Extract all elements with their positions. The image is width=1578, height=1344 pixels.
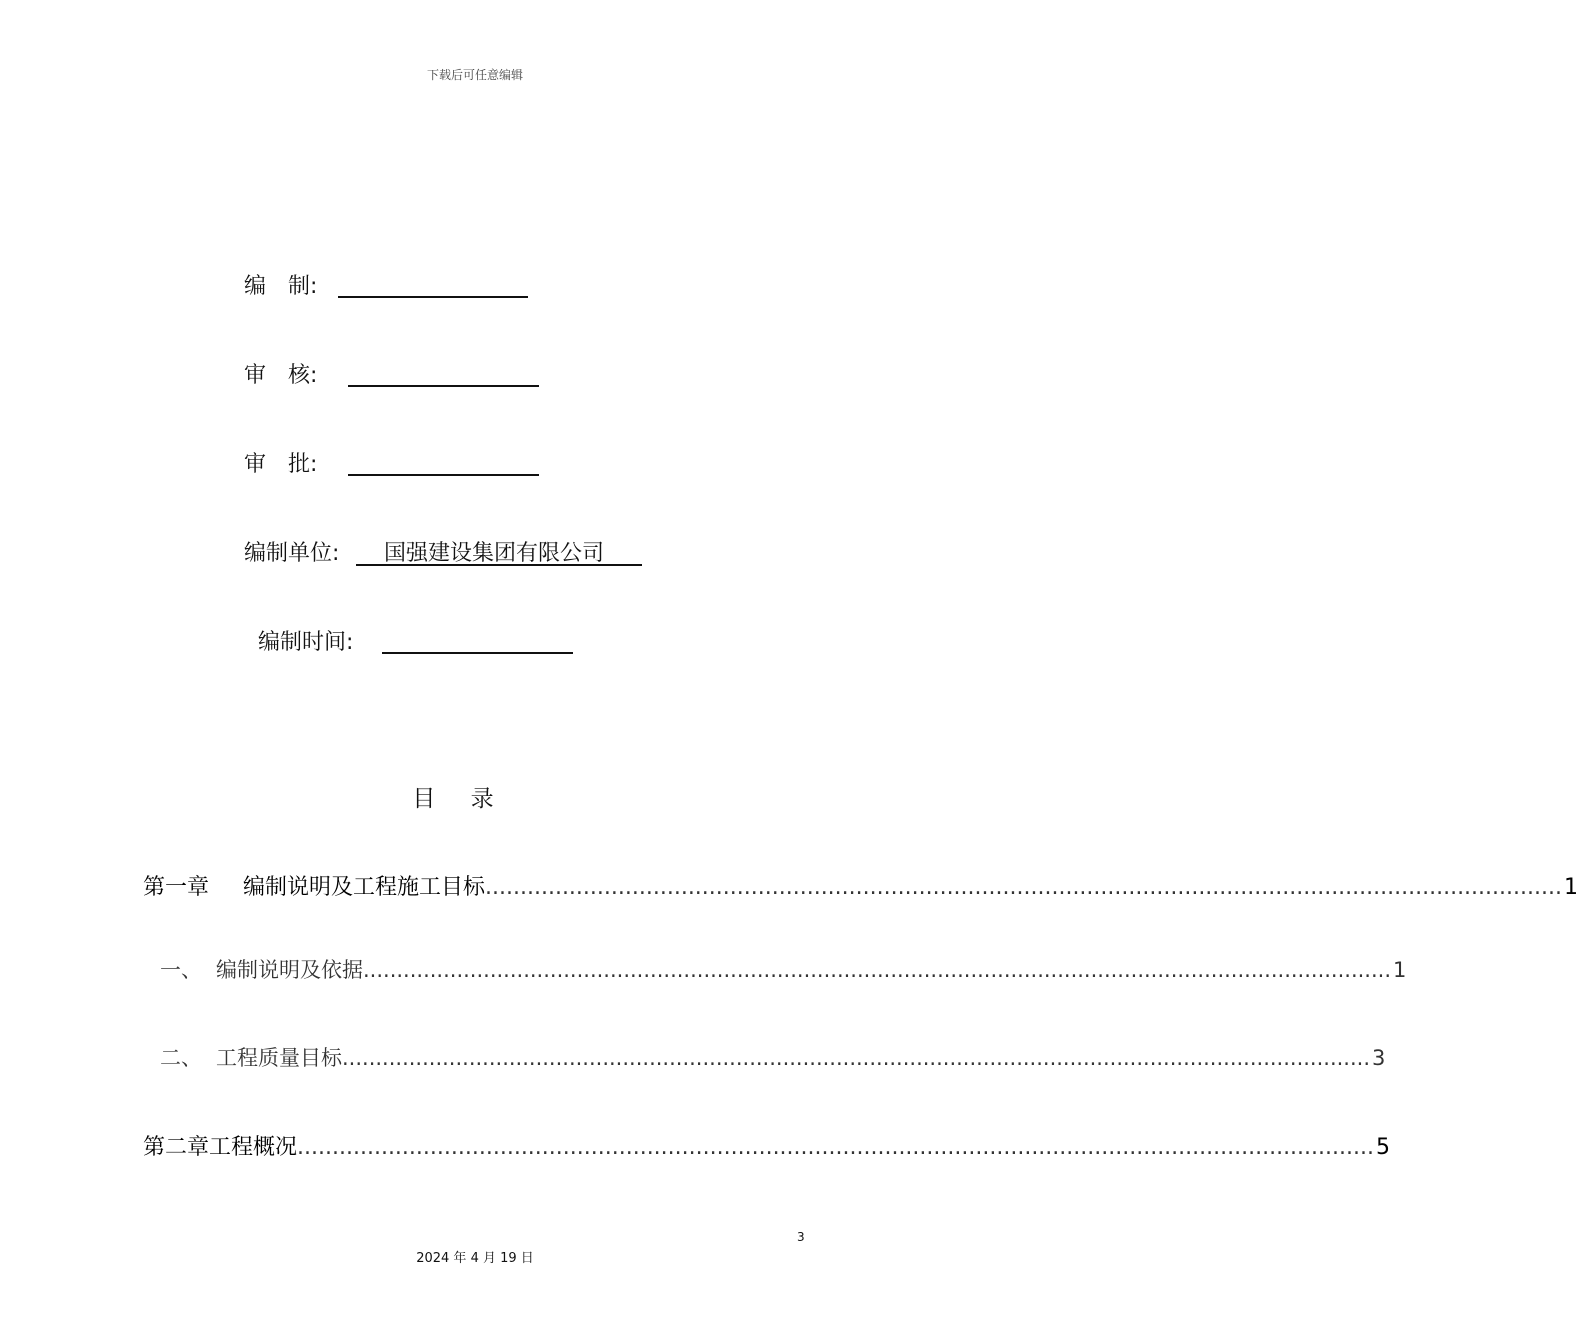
date-label: 编制时间: [258,630,354,655]
toc-leader-dots: .......................................................................................................................................................... [363,958,1391,982]
toc-entry-number: 第一章 [143,875,210,900]
toc-entry[interactable] [143,870,1578,901]
date-field [258,628,353,658]
unit-field [244,539,339,569]
reviewed-by-field [244,361,317,391]
unit-label: 编制单位: [244,541,340,566]
toc-entry-text: 工程概况 [209,1135,298,1160]
reviewed-by-label: 审 核: [244,363,318,388]
unit-line [356,564,642,566]
reviewed-by-line [348,385,539,387]
toc-leader-dots: .......................................................................................................................................................... [297,1135,1374,1160]
approved-by-label: 审 批: [244,452,318,477]
compiled-by-field [244,272,317,302]
toc-entry-page: 3 [1372,1046,1386,1070]
date-line [382,652,573,654]
approved-by-field [244,450,317,480]
compiled-by-line [338,296,528,298]
toc-entry[interactable] [143,954,1407,984]
toc-leader-dots: .......................................................................................................................................................... [342,1046,1370,1070]
toc-leader-dots: .......................................................................................................................................................... [485,875,1562,900]
compiled-by-label: 编 制: [244,274,318,299]
toc-entry-page: 1 [1393,958,1407,982]
toc-title: 目 录 [412,786,508,812]
toc-entry-text: 编制说明及依据 [216,958,363,982]
toc-entry-page: 5 [1375,1135,1390,1160]
toc-entry-number: 二、 [160,1046,202,1070]
approved-by-line [348,474,539,476]
footer-date: 2024 年 4 月 19 日 [416,1251,534,1266]
toc-entry[interactable] [143,1130,1390,1161]
toc-entry[interactable] [143,1042,1386,1072]
toc-entry-number: 第二章 [143,1135,210,1160]
toc-entry-text: 工程质量目标 [216,1046,342,1070]
toc-entry-page: 1 [1563,875,1578,900]
unit-value: 国强建设集团有限公司 [384,541,605,566]
page-number: 3 [797,1230,805,1244]
toc-entry-text: 编制说明及工程施工目标 [243,875,486,900]
toc-entry-number: 一、 [160,958,202,982]
header-note: 下载后可任意编辑 [426,68,523,82]
